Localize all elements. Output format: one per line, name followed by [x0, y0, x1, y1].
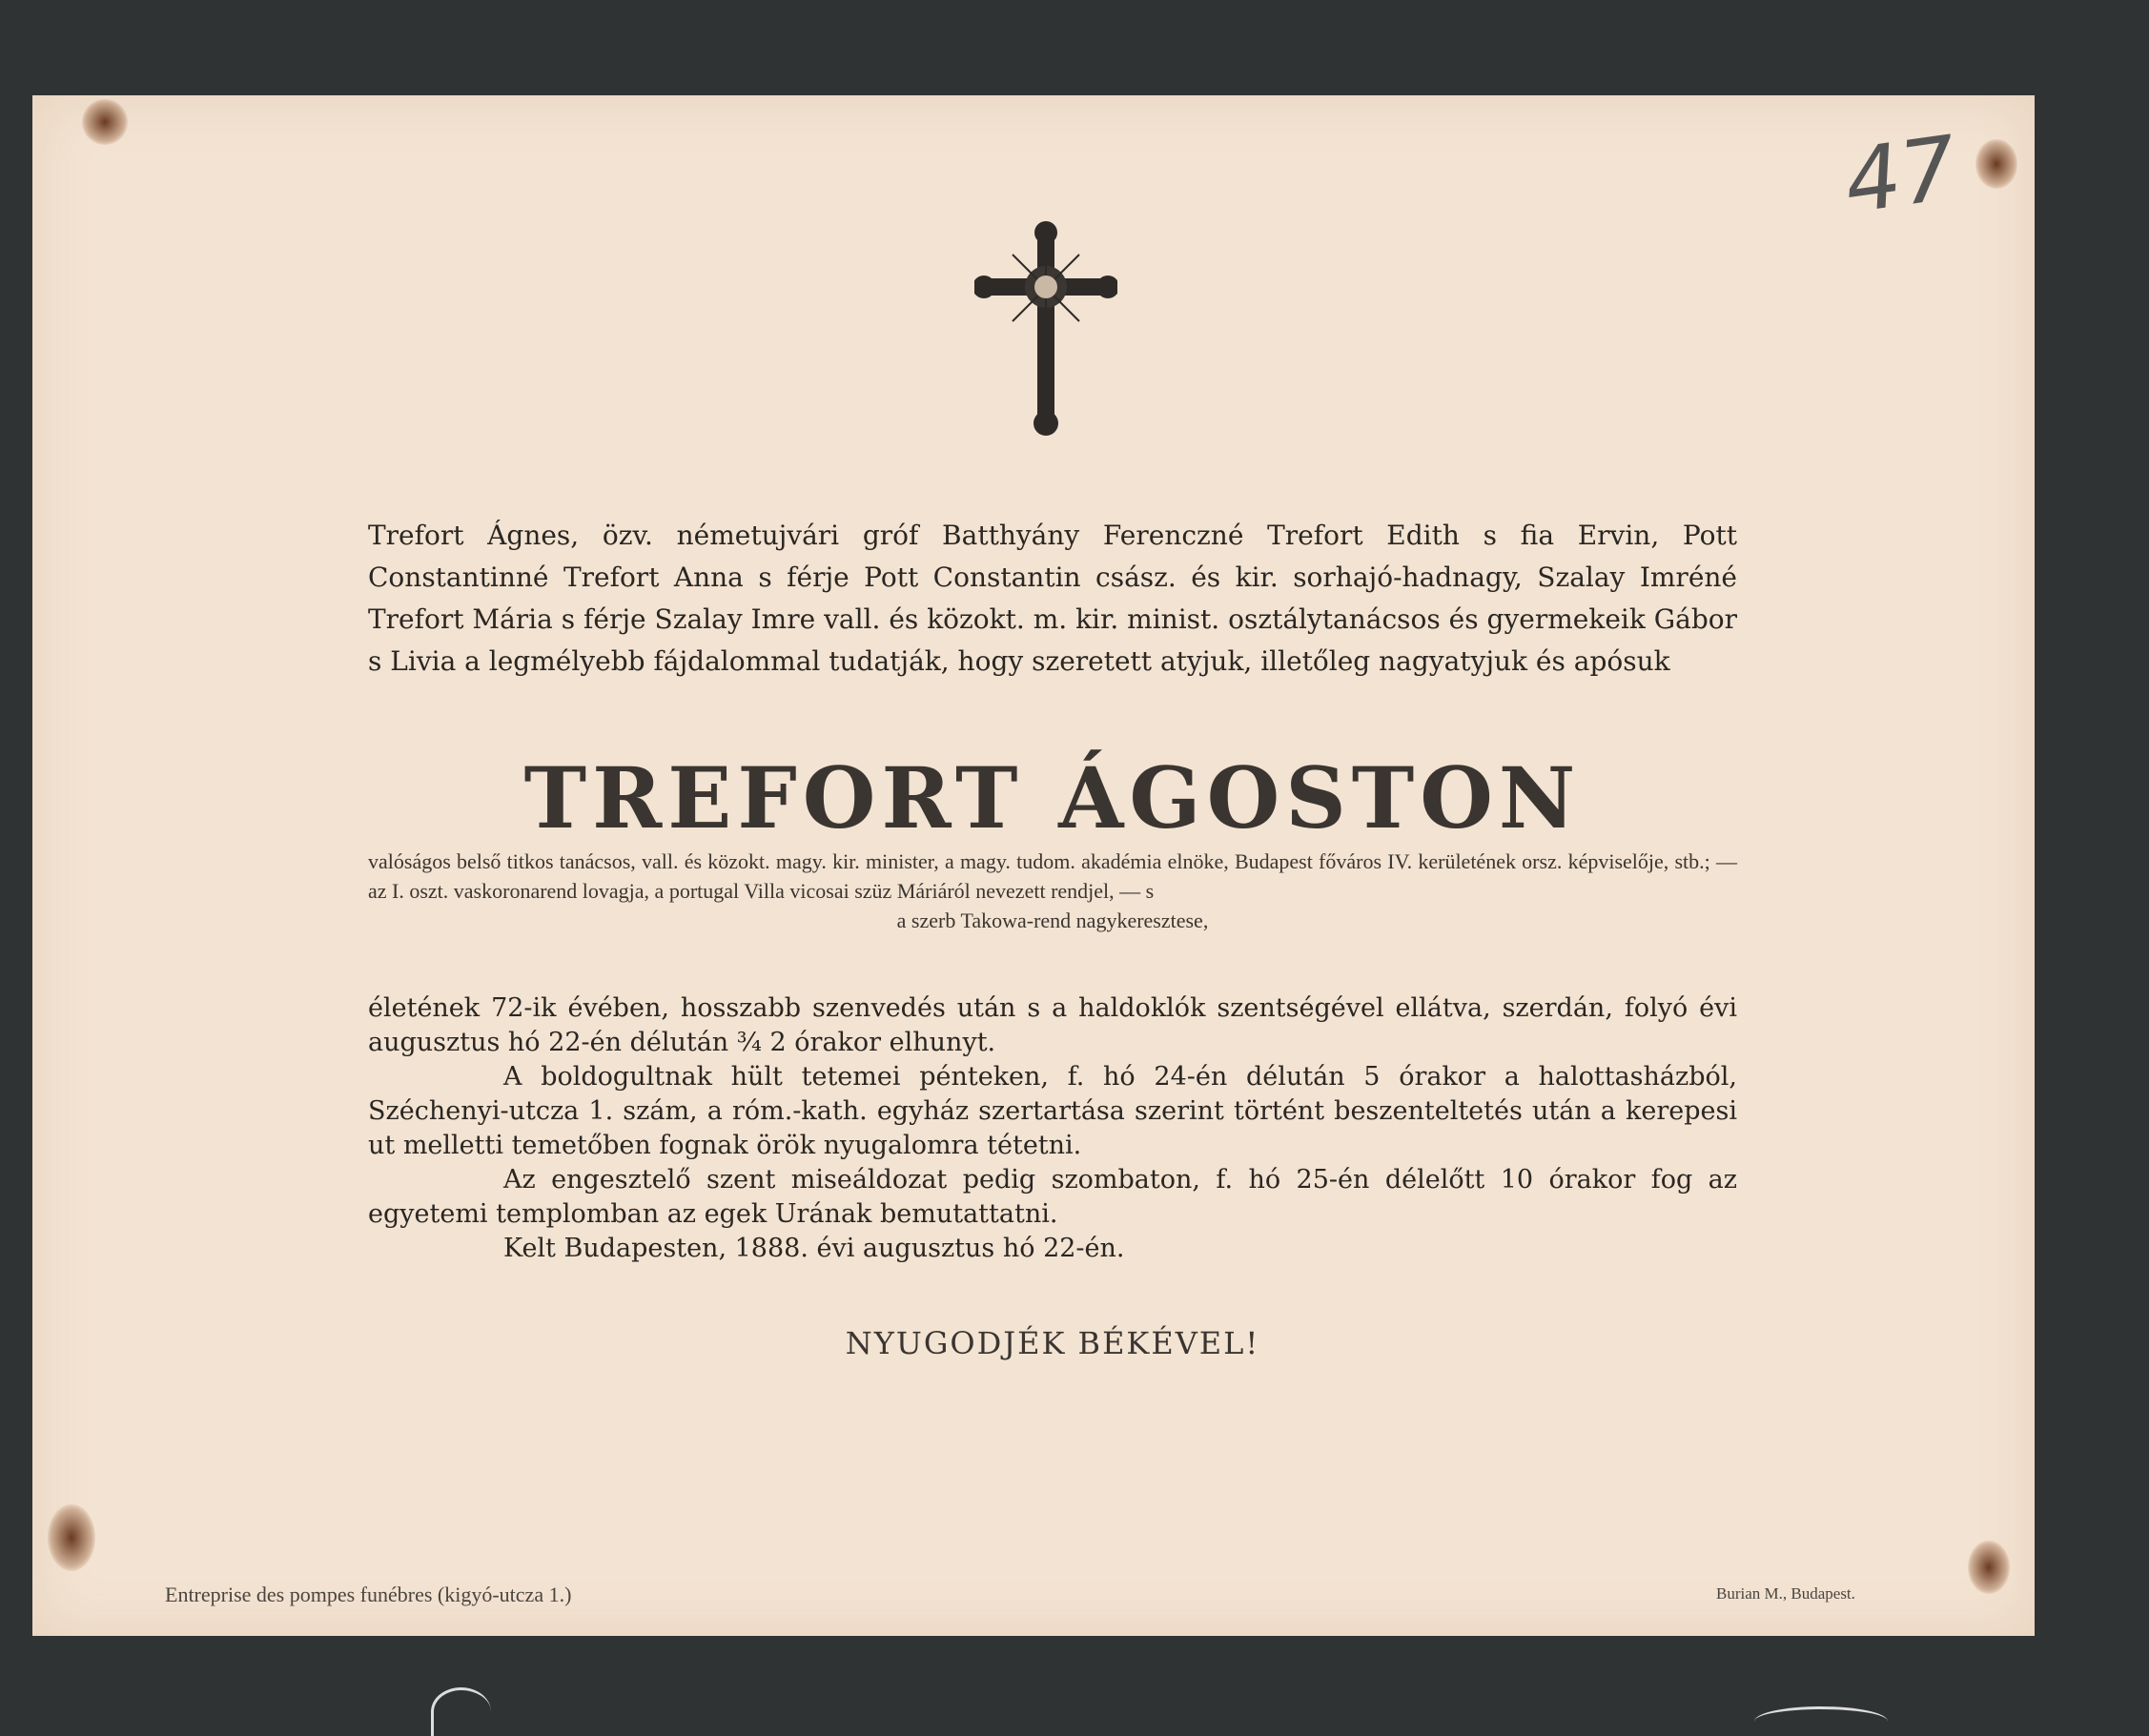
undertaker-credit: Entreprise des pompes funébres (kigyó-utcza 1.)	[165, 1583, 572, 1606]
titles-last-line: a szerb Takowa-rend nagykeresztese,	[896, 909, 1209, 932]
paper-scrap	[431, 1687, 491, 1736]
closing-phrase: NYUGODJÉK BÉKÉVEL!	[845, 1325, 1260, 1361]
deceased-titles	[368, 847, 1737, 935]
page-number: 47	[1838, 116, 1963, 234]
death-notice-body	[368, 991, 1737, 1266]
rust-stain	[82, 99, 128, 145]
printer-credit: Burian M., Budapest.	[1716, 1584, 1855, 1603]
rust-stain	[1968, 1541, 2010, 1594]
paper-scrap	[1754, 1706, 1888, 1736]
mass-paragraph: Az engesztelő szent miseáldozat pedig szombaton, f. hó 25-én délelőtt 10 órakor fog az egyetemi templomban az egek Urának bemutattatni.	[368, 1165, 1737, 1229]
funeral-paragraph: A boldogultnak hült tetemei pénteken, f. hó 24-én délután 5 órakor a halottasházból, Széchenyi-utcza 1. szám, a róm.-kath. egyház szertartása szerint történt beszenteltetés után a kerepesi ut melletti temetőben fognak örök nyugalomra tétetni.	[368, 1062, 1737, 1160]
date-line: Kelt Budapesten, 1888. évi augusztus hó 22-én.	[503, 1234, 1125, 1263]
death-paragraph: életének 72-ik évében, hosszabb szenvedés után s a haldoklók szentségével ellátva, szerdán, folyó évi augusztus hó 22-én délután ¾ 2 órakor elhunyt.	[368, 993, 1737, 1057]
family-announcement: Trefort Ágnes, özv. németujvári gróf Batthyány Ferenczné Trefort Edith s fia Ervin, Pott Constantinné Trefort Anna s férje Pott Constantin csász. és kir. sorhajó-hadnagy, Szalay Imréné Trefort Mária s férje Szalay Imre vall. és közokt. m. kir. minist. osztálytanácsos és gyermekeik Gábor s Livia a legmélyebb fájdalommal tudatják, hogy szeretett atyjuk, illetőleg nagyatyjuk és apósuk	[368, 520, 1737, 677]
rust-stain	[48, 1504, 95, 1571]
titles-text: valóságos belső titkos tanácsos, vall. és közokt. magy. kir. minister, a magy. tudom. akadémia elnöke, Budapest főváros IV. kerületének orsz. képviselője, stb.; — az I. oszt. vaskoronarend lovagja, a portugal Villa vicosai szüz Máriáról nevezett rendjel, — s	[368, 849, 1737, 903]
cross-icon	[974, 221, 1117, 436]
deceased-name: TREFORT ÁGOSTON	[523, 748, 1582, 848]
rust-stain	[1975, 139, 2017, 189]
